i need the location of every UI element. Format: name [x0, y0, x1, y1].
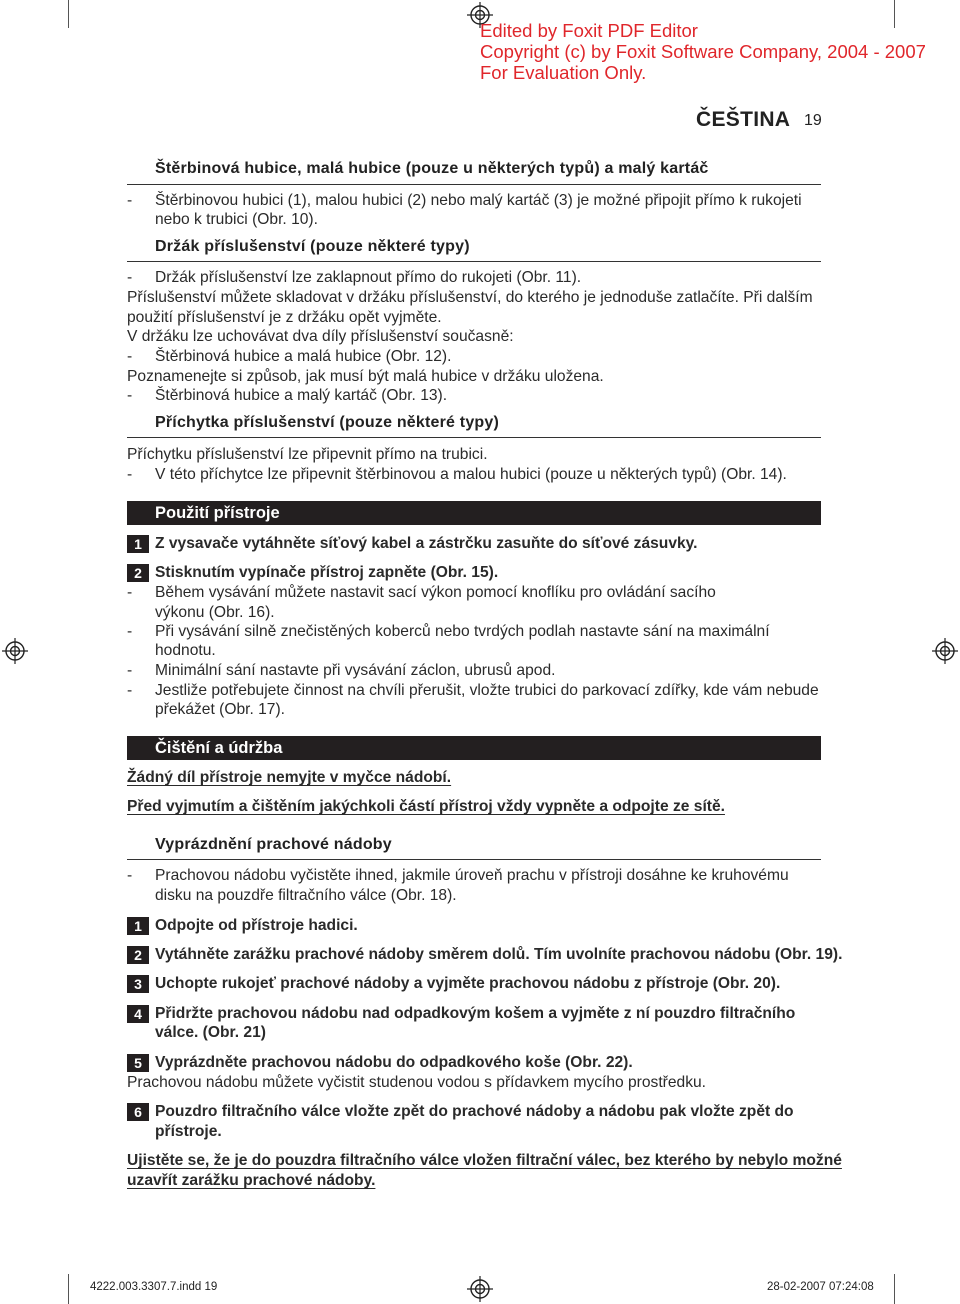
section-rule	[127, 261, 821, 262]
paragraph-line: Příchytku příslušenství lze připevnit přímo na trubici.	[127, 446, 488, 463]
registration-mark-icon	[932, 638, 958, 664]
watermark-line: Edited by Foxit PDF Editor	[480, 20, 698, 41]
paragraph-line: použití příslušenství je z držáku opět vyjměte.	[127, 309, 442, 326]
warning-text: Před vyjmutím a čištěním jakýchkoli částí přístroj vždy vypněte a odpojte ze sítě.	[127, 798, 725, 815]
section-title-crevice-nozzle: Štěrbinová hubice, malá hubice (pouze u některých typů) a malý kartáč	[155, 160, 709, 177]
paragraph-line: disku na pouzdře filtračního válce (Obr. 18).	[155, 887, 457, 904]
bullet-dash: -	[127, 466, 133, 483]
section-rule	[127, 184, 821, 185]
warning-text: Žádný díl přístroje nemyjte v myčce nádobí.	[127, 769, 452, 786]
section-title-emptying-dust-container: Vyprázdnění prachové nádoby	[155, 836, 392, 853]
crop-mark	[68, 0, 69, 28]
step-text: Vyprázdněte prachovou nádobu do odpadkového koše (Obr. 22).	[155, 1054, 633, 1071]
section-banner-using-appliance	[127, 501, 821, 525]
section-banner-title: Čištění a údržba	[155, 739, 283, 757]
paragraph-line: výkonu (Obr. 16).	[155, 604, 275, 621]
bullet-dash: -	[127, 192, 133, 209]
paragraph-line: Během vysávání můžete nastavit sací výkon pomocí knoflíku pro ovládání sacího	[155, 584, 716, 601]
paragraph-line: Jestliže potřebujete činnost na chvíli přerušit, vložte trubici do parkovací zdířky, kde vám nebude	[155, 682, 819, 699]
section-rule	[127, 437, 821, 438]
step-text: přístroje.	[155, 1123, 222, 1140]
section-rule	[127, 859, 821, 860]
step-number-badge: 4	[127, 1005, 149, 1023]
step-text: Odpojte od přístroje hadici.	[155, 917, 358, 934]
bullet-dash: -	[127, 867, 133, 884]
bullet-dash: -	[127, 348, 133, 365]
paragraph-line: V této příchytce lze připevnit štěrbinovou a malou hubici (pouze u některých typů) (Obr. 14).	[155, 466, 787, 483]
paragraph-line: Minimální sání nastavte při vysávání záclon, ubrusů apod.	[155, 662, 556, 679]
paragraph-line: Prachovou nádobu můžete vyčistit studenou vodou s přídavkem mycího prostředku.	[127, 1074, 707, 1091]
watermark-line: Copyright (c) by Foxit Software Company, 2004 - 2007	[480, 41, 926, 62]
warning-text: uzavřít zarážku prachové nádoby.	[127, 1172, 376, 1189]
bullet-dash: -	[127, 387, 133, 404]
paragraph-line: V držáku lze uchovávat dva díly příslušenství současně:	[127, 328, 514, 345]
page-number: 19	[804, 112, 822, 129]
step-text: Vytáhněte zarážku prachové nádoby směrem dolů. Tím uvolníte prachovou nádobu (Obr. 19).	[155, 946, 843, 963]
step-text: Z vysavače vytáhněte síťový kabel a zástrčku zasuňte do síťové zásuvky.	[155, 535, 698, 552]
step-number-badge: 2	[127, 946, 149, 964]
step-number-badge: 6	[127, 1103, 149, 1121]
paragraph-line: nebo k trubici (Obr. 10).	[155, 211, 318, 228]
paragraph-line: Příslušenství můžete skladovat v držáku příslušenství, do kterého je jednoduše zatlačíte. Při dalším	[127, 289, 813, 306]
paragraph-line: Při vysávání silně znečistěných koberců nebo tvrdých podlah nastavte sání na maximální	[155, 623, 770, 640]
step-text: Pouzdro filtračního válce vložte zpět do prachové nádoby a nádobu pak vložte zpět do	[155, 1103, 794, 1120]
paragraph-line: Poznamenejte si způsob, jak musí být malá hubice v držáku uložena.	[127, 368, 604, 385]
bullet-dash: -	[127, 662, 133, 679]
footer-filename: 4222.003.3307.7.indd 19	[90, 1281, 218, 1293]
bullet-dash: -	[127, 623, 133, 640]
section-title-accessory-holder: Držák příslušenství (pouze některé typy)	[155, 238, 470, 255]
footer-timestamp: 28-02-2007 07:24:08	[767, 1281, 874, 1293]
paragraph-line: Štěrbinová hubice a malý kartáč (Obr. 13).	[155, 387, 448, 404]
step-number-badge: 2	[127, 564, 149, 582]
bullet-dash: -	[127, 682, 133, 699]
step-number-badge: 5	[127, 1054, 149, 1072]
paragraph-line: hodnotu.	[155, 642, 216, 659]
section-title-accessory-clip: Příchytka příslušenství (pouze některé typy)	[155, 414, 500, 431]
step-text: Přidržte prachovou nádobu nad odpadkovým košem a vyjměte z ní pouzdro filtračního	[155, 1005, 796, 1022]
paragraph-line: překážet (Obr. 17).	[155, 701, 286, 718]
step-text: válce. (Obr. 21)	[155, 1024, 266, 1041]
paragraph-line: Držák příslušenství lze zaklapnout přímo do rukojeti (Obr. 11).	[155, 269, 582, 286]
section-banner-cleaning	[127, 736, 821, 760]
warning-text: Ujistěte se, že je do pouzdra filtračního válce vložen filtrační válec, bez kterého by nebylo možné	[127, 1152, 842, 1169]
crop-mark	[68, 1274, 69, 1304]
step-number-badge: 1	[127, 535, 149, 553]
registration-mark-icon	[2, 638, 28, 664]
paragraph-line: Štěrbinová hubice a malá hubice (Obr. 12).	[155, 348, 452, 365]
bullet-dash: -	[127, 269, 133, 286]
language-heading: ČEŠTINA	[696, 108, 791, 131]
crop-mark	[894, 1274, 895, 1304]
step-text: Uchopte rukojeť prachové nádoby a vyjměte prachovou nádobu z přístroje (Obr. 20).	[155, 975, 781, 992]
watermark-line: For Evaluation Only.	[480, 62, 647, 83]
paragraph-line: Prachovou nádobu vyčistěte ihned, jakmile úroveň prachu v přístroji dosáhne ke kruhovému	[155, 867, 789, 884]
step-number-badge: 3	[127, 975, 149, 993]
registration-mark-icon	[467, 1276, 493, 1302]
evaluation-watermark	[480, 20, 926, 83]
step-text: Stisknutím vypínače přístroj zapněte (Obr. 15).	[155, 564, 499, 581]
paragraph-line: Štěrbinovou hubici (1), malou hubici (2) nebo malý kartáč (3) je možné připojit přímo k rukojeti	[155, 192, 802, 209]
bullet-dash: -	[127, 584, 133, 601]
step-number-badge: 1	[127, 917, 149, 935]
section-banner-title: Použití přístroje	[155, 504, 280, 522]
